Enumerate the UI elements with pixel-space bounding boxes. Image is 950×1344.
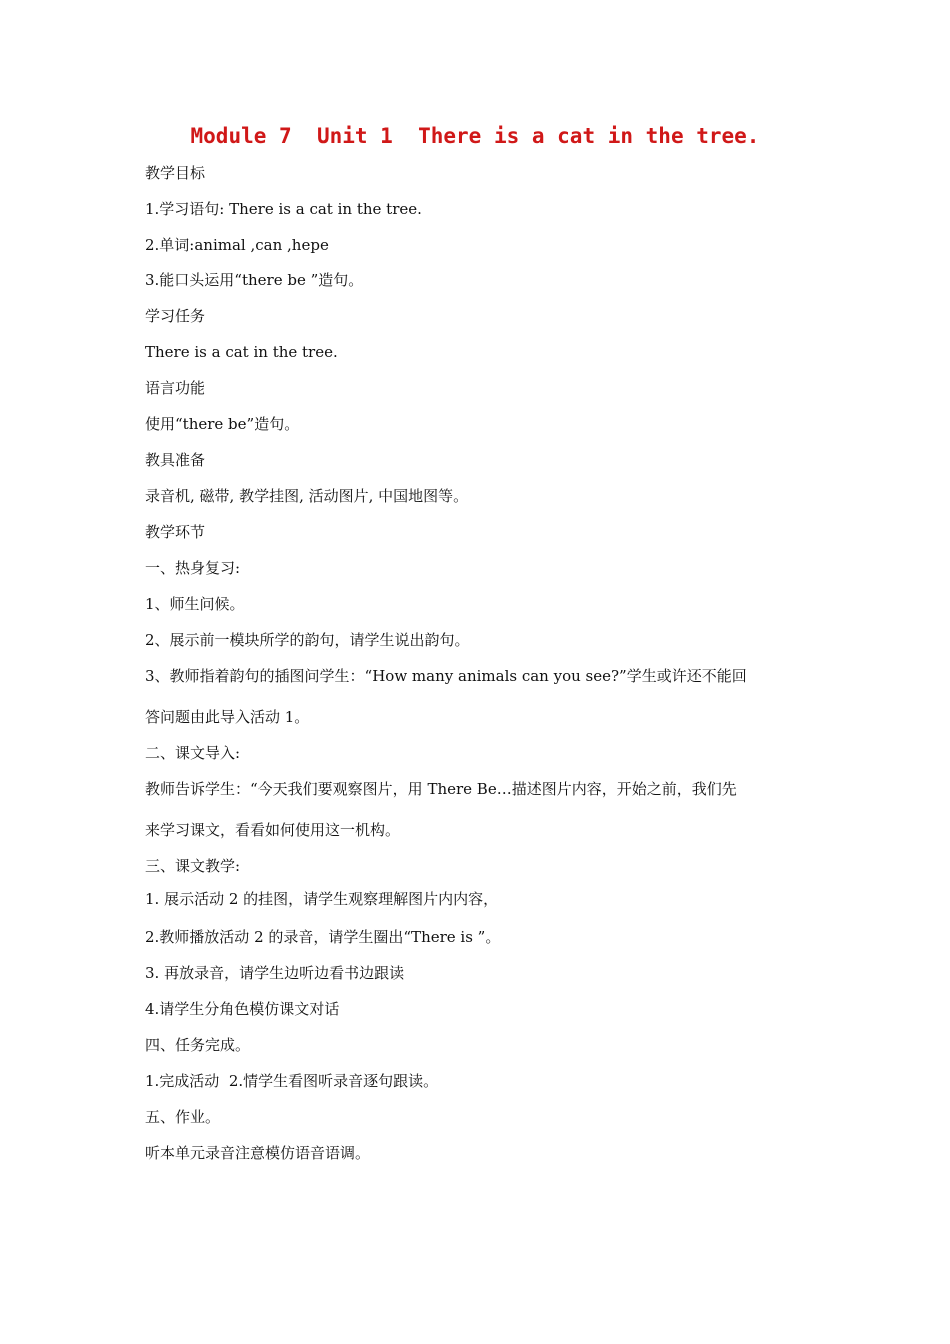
teaching-step-1: 1. 展示活动 2 的挂图，请学生观察理解图片内内容， <box>145 890 499 908</box>
heading-learning-task: 学习任务 <box>145 307 206 325</box>
section-text-teaching: 三、课文教学: <box>145 857 241 875</box>
task-sentence: There is a cat in the tree. <box>145 343 338 361</box>
section-task-completion: 四、任务完成。 <box>145 1036 251 1054</box>
teaching-step-2: 2.教师播放活动 2 的录音，请学生圈出“There is ”。 <box>145 928 501 946</box>
aids-text: 录音机, 磁带, 教学挂图, 活动图片, 中国地图等。 <box>145 487 469 505</box>
lead-in-text: 教师告诉学生：“今天我们要观察图片，用 There Be…描述图片内容，开始之前，我们先 <box>145 780 737 798</box>
section-warmup: 一、热身复习: <box>145 559 241 577</box>
heading-language-function: 语言功能 <box>145 379 206 397</box>
homework-text: 听本单元录音注意模仿语音语调。 <box>145 1144 371 1162</box>
section-homework: 五、作业。 <box>145 1108 221 1126</box>
warmup-step-3: 3、教师指着韵句的插图问学生：“How many animals can you see?”学生或许还不能回 <box>145 667 747 685</box>
section-lead-in: 二、课文导入: <box>145 744 241 762</box>
document-title: Module 7 Unit 1 There is a cat in the tree. <box>190 124 760 148</box>
warmup-step-3-cont: 答问题由此导入活动 1。 <box>145 708 310 726</box>
lead-in-text-cont: 来学习课文，看看如何使用这一机构。 <box>145 821 401 839</box>
task-completion-text: 1.完成活动 2.情学生看图听录音逐句跟读。 <box>145 1072 439 1090</box>
heading-teaching-aids: 教具准备 <box>145 451 206 469</box>
function-text: 使用“there be”造句。 <box>145 415 300 433</box>
warmup-step-2: 2、展示前一模块所学的韵句，请学生说出韵句。 <box>145 631 470 649</box>
goal-vocabulary: 2.单词:animal ,can ,hepe <box>145 236 329 254</box>
heading-teaching-steps: 教学环节 <box>145 523 206 541</box>
teaching-step-4: 4.请学生分角色模仿课文对话 <box>145 1000 340 1018</box>
teaching-step-3: 3. 再放录音，请学生边听边看书边跟读 <box>145 964 405 982</box>
goal-oral: 3.能口头运用“there be ”造句。 <box>145 271 364 289</box>
warmup-step-1: 1、师生问候。 <box>145 595 245 613</box>
heading-teaching-goals: 教学目标 <box>145 164 206 182</box>
goal-sentence: 1.学习语句: There is a cat in the tree. <box>145 200 422 218</box>
